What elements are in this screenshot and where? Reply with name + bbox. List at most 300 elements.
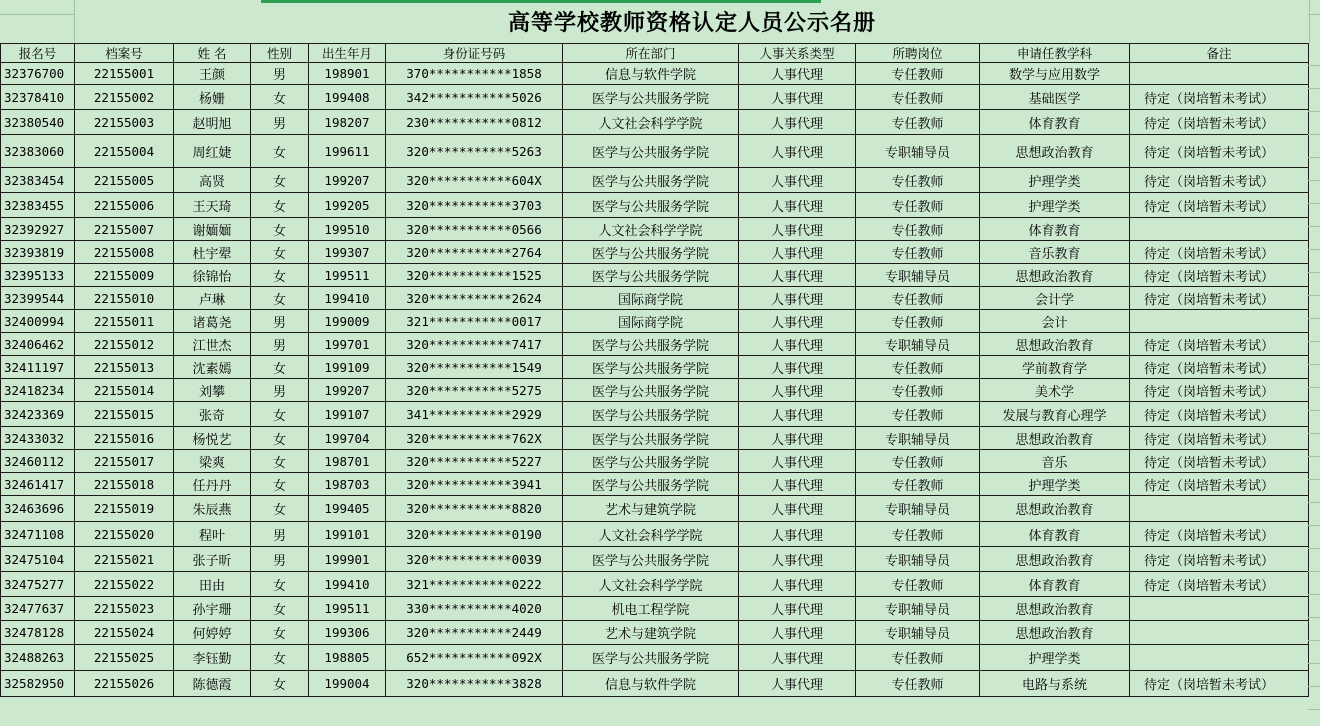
cell-gender[interactable]: 女 — [251, 402, 309, 427]
cell-department[interactable]: 医学与公共服务学院 — [563, 356, 739, 379]
cell-position[interactable]: 专职辅导员 — [856, 264, 980, 287]
cell-birth[interactable]: 199405 — [309, 496, 386, 522]
cell-subject[interactable]: 体育教育 — [980, 572, 1130, 597]
cell-subject[interactable]: 会计学 — [980, 287, 1130, 310]
cell-name[interactable]: 杨姗 — [174, 85, 251, 110]
cell-registration-no[interactable]: 32378410 — [1, 85, 75, 110]
cell-subject[interactable]: 思想政治教育 — [980, 135, 1130, 168]
cell-id-number[interactable]: 342***********5026 — [386, 85, 563, 110]
cell-birth[interactable]: 199510 — [309, 218, 386, 241]
cell-file-no[interactable]: 22155023 — [75, 597, 174, 621]
cell-id-number[interactable]: 320***********3703 — [386, 193, 563, 218]
cell-subject[interactable]: 体育教育 — [980, 110, 1130, 135]
cell-remark[interactable]: 待定（岗培暂未考试） — [1130, 547, 1309, 572]
cell-position[interactable]: 专任教师 — [856, 287, 980, 310]
cell-birth[interactable]: 199004 — [309, 671, 386, 697]
cell-name[interactable]: 张子昕 — [174, 547, 251, 572]
cell-department[interactable]: 医学与公共服务学院 — [563, 264, 739, 287]
cell-file-no[interactable]: 22155017 — [75, 450, 174, 473]
cell-registration-no[interactable]: 32383060 — [1, 135, 75, 168]
cell-id-number[interactable]: 320***********604X — [386, 168, 563, 193]
header-registration-no[interactable]: 报名号 — [1, 44, 75, 63]
cell-gender[interactable]: 男 — [251, 333, 309, 356]
cell-remark[interactable]: 待定（岗培暂未考试） — [1130, 522, 1309, 547]
cell-position[interactable]: 专职辅导员 — [856, 496, 980, 522]
cell-id-number[interactable]: 320***********762X — [386, 427, 563, 450]
cell-registration-no[interactable]: 32395133 — [1, 264, 75, 287]
cell-position[interactable]: 专任教师 — [856, 356, 980, 379]
cell-relation-type[interactable]: 人事代理 — [739, 621, 856, 645]
cell-gender[interactable]: 女 — [251, 450, 309, 473]
cell-remark[interactable]: 待定（岗培暂未考试） — [1130, 193, 1309, 218]
cell-relation-type[interactable]: 人事代理 — [739, 597, 856, 621]
cell-remark[interactable]: 待定（岗培暂未考试） — [1130, 287, 1309, 310]
cell-id-number[interactable]: 652***********092X — [386, 645, 563, 671]
cell-department[interactable]: 医学与公共服务学院 — [563, 193, 739, 218]
cell-relation-type[interactable]: 人事代理 — [739, 63, 856, 85]
cell-birth[interactable]: 198901 — [309, 63, 386, 85]
cell-position[interactable]: 专职辅导员 — [856, 621, 980, 645]
cell-birth[interactable]: 198703 — [309, 473, 386, 496]
cell-subject[interactable]: 基础医学 — [980, 85, 1130, 110]
cell-birth[interactable]: 199207 — [309, 168, 386, 193]
cell-remark[interactable]: 待定（岗培暂未考试） — [1130, 572, 1309, 597]
cell-name[interactable]: 李钰勤 — [174, 645, 251, 671]
cell-name[interactable]: 刘攀 — [174, 379, 251, 402]
cell-id-number[interactable]: 320***********3828 — [386, 671, 563, 697]
cell-name[interactable]: 程叶 — [174, 522, 251, 547]
cell-id-number[interactable]: 320***********1549 — [386, 356, 563, 379]
cell-relation-type[interactable]: 人事代理 — [739, 572, 856, 597]
cell-relation-type[interactable]: 人事代理 — [739, 85, 856, 110]
cell-remark[interactable]: 待定（岗培暂未考试） — [1130, 427, 1309, 450]
cell-file-no[interactable]: 22155006 — [75, 193, 174, 218]
cell-relation-type[interactable]: 人事代理 — [739, 450, 856, 473]
cell-file-no[interactable]: 22155008 — [75, 241, 174, 264]
cell-remark[interactable]: 待定（岗培暂未考试） — [1130, 402, 1309, 427]
cell-subject[interactable]: 护理学类 — [980, 168, 1130, 193]
cell-registration-no[interactable]: 32423369 — [1, 402, 75, 427]
cell-registration-no[interactable]: 32475104 — [1, 547, 75, 572]
cell-subject[interactable]: 体育教育 — [980, 522, 1130, 547]
cell-name[interactable]: 任丹丹 — [174, 473, 251, 496]
cell-department[interactable]: 信息与软件学院 — [563, 63, 739, 85]
cell-gender[interactable]: 女 — [251, 427, 309, 450]
cell-registration-no[interactable]: 32400994 — [1, 310, 75, 333]
cell-gender[interactable]: 男 — [251, 110, 309, 135]
cell-file-no[interactable]: 22155001 — [75, 63, 174, 85]
cell-id-number[interactable]: 320***********2624 — [386, 287, 563, 310]
cell-name[interactable]: 梁爽 — [174, 450, 251, 473]
cell-subject[interactable]: 思想政治教育 — [980, 333, 1130, 356]
cell-gender[interactable]: 男 — [251, 522, 309, 547]
cell-position[interactable]: 专任教师 — [856, 63, 980, 85]
cell-department[interactable]: 艺术与建筑学院 — [563, 621, 739, 645]
header-name[interactable]: 姓 名 — [174, 44, 251, 63]
cell-file-no[interactable]: 22155012 — [75, 333, 174, 356]
cell-remark[interactable]: 待定（岗培暂未考试） — [1130, 264, 1309, 287]
cell-department[interactable]: 医学与公共服务学院 — [563, 135, 739, 168]
cell-birth[interactable]: 199207 — [309, 379, 386, 402]
header-relation-type[interactable]: 人事关系类型 — [739, 44, 856, 63]
cell-file-no[interactable]: 22155026 — [75, 671, 174, 697]
header-remark[interactable]: 备注 — [1130, 44, 1309, 63]
cell-remark[interactable]: 待定（岗培暂未考试） — [1130, 450, 1309, 473]
cell-position[interactable]: 专任教师 — [856, 110, 980, 135]
cell-name[interactable]: 田由 — [174, 572, 251, 597]
cell-department[interactable]: 医学与公共服务学院 — [563, 241, 739, 264]
cell-relation-type[interactable]: 人事代理 — [739, 671, 856, 697]
cell-relation-type[interactable]: 人事代理 — [739, 473, 856, 496]
cell-name[interactable]: 杜宇翚 — [174, 241, 251, 264]
cell-department[interactable]: 医学与公共服务学院 — [563, 645, 739, 671]
cell-department[interactable]: 国际商学院 — [563, 310, 739, 333]
cell-position[interactable]: 专任教师 — [856, 402, 980, 427]
cell-registration-no[interactable]: 32460112 — [1, 450, 75, 473]
header-file-no[interactable]: 档案号 — [75, 44, 174, 63]
cell-name[interactable]: 诸葛尧 — [174, 310, 251, 333]
cell-birth[interactable]: 199408 — [309, 85, 386, 110]
cell-gender[interactable]: 男 — [251, 310, 309, 333]
cell-id-number[interactable]: 320***********0566 — [386, 218, 563, 241]
cell-gender[interactable]: 男 — [251, 547, 309, 572]
cell-id-number[interactable]: 320***********5227 — [386, 450, 563, 473]
cell-name[interactable]: 陈德霞 — [174, 671, 251, 697]
cell-subject[interactable]: 音乐教育 — [980, 241, 1130, 264]
cell-gender[interactable]: 女 — [251, 218, 309, 241]
cell-position[interactable]: 专任教师 — [856, 168, 980, 193]
cell-remark[interactable]: 待定（岗培暂未考试） — [1130, 110, 1309, 135]
cell-subject[interactable]: 电路与系统 — [980, 671, 1130, 697]
cell-subject[interactable]: 护理学类 — [980, 193, 1130, 218]
cell-registration-no[interactable]: 32478128 — [1, 621, 75, 645]
cell-position[interactable]: 专任教师 — [856, 379, 980, 402]
cell-gender[interactable]: 女 — [251, 597, 309, 621]
cell-remark[interactable]: 待定（岗培暂未考试） — [1130, 473, 1309, 496]
cell-subject[interactable]: 会计 — [980, 310, 1130, 333]
cell-relation-type[interactable]: 人事代理 — [739, 356, 856, 379]
cell-subject[interactable]: 体育教育 — [980, 218, 1130, 241]
cell-id-number[interactable]: 370***********1858 — [386, 63, 563, 85]
cell-birth[interactable]: 198805 — [309, 645, 386, 671]
cell-relation-type[interactable]: 人事代理 — [739, 218, 856, 241]
cell-gender[interactable]: 女 — [251, 287, 309, 310]
cell-remark[interactable]: 待定（岗培暂未考试） — [1130, 135, 1309, 168]
cell-position[interactable]: 专职辅导员 — [856, 135, 980, 168]
cell-relation-type[interactable]: 人事代理 — [739, 496, 856, 522]
cell-birth[interactable]: 199410 — [309, 287, 386, 310]
cell-name[interactable]: 沈素嫣 — [174, 356, 251, 379]
cell-id-number[interactable]: 320***********0190 — [386, 522, 563, 547]
cell-relation-type[interactable]: 人事代理 — [739, 427, 856, 450]
cell-remark[interactable]: 待定（岗培暂未考试） — [1130, 356, 1309, 379]
cell-department[interactable]: 人文社会科学学院 — [563, 572, 739, 597]
empty-cell-area[interactable] — [0, 0, 74, 44]
cell-file-no[interactable]: 22155015 — [75, 402, 174, 427]
cell-position[interactable]: 专任教师 — [856, 85, 980, 110]
header-subject[interactable]: 申请任教学科 — [980, 44, 1130, 63]
empty-column-strip[interactable] — [1308, 43, 1320, 726]
cell-remark[interactable]: 待定（岗培暂未考试） — [1130, 671, 1309, 697]
cell-name[interactable]: 周红婕 — [174, 135, 251, 168]
cell-registration-no[interactable]: 32475277 — [1, 572, 75, 597]
cell-id-number[interactable]: 320***********3941 — [386, 473, 563, 496]
cell-gender[interactable]: 女 — [251, 85, 309, 110]
cell-file-no[interactable]: 22155003 — [75, 110, 174, 135]
cell-subject[interactable]: 发展与教育心理学 — [980, 402, 1130, 427]
cell-id-number[interactable]: 320***********5263 — [386, 135, 563, 168]
cell-registration-no[interactable]: 32463696 — [1, 496, 75, 522]
cell-name[interactable]: 张奇 — [174, 402, 251, 427]
cell-file-no[interactable]: 22155016 — [75, 427, 174, 450]
cell-registration-no[interactable]: 32471108 — [1, 522, 75, 547]
cell-id-number[interactable]: 321***********0017 — [386, 310, 563, 333]
cell-relation-type[interactable]: 人事代理 — [739, 402, 856, 427]
cell-position[interactable]: 专任教师 — [856, 671, 980, 697]
cell-registration-no[interactable]: 32582950 — [1, 671, 75, 697]
cell-department[interactable]: 机电工程学院 — [563, 597, 739, 621]
cell-birth[interactable]: 199109 — [309, 356, 386, 379]
cell-registration-no[interactable]: 32376700 — [1, 63, 75, 85]
cell-position[interactable]: 专任教师 — [856, 241, 980, 264]
cell-gender[interactable]: 女 — [251, 193, 309, 218]
cell-subject[interactable]: 思想政治教育 — [980, 264, 1130, 287]
cell-birth[interactable]: 199901 — [309, 547, 386, 572]
cell-registration-no[interactable]: 32418234 — [1, 379, 75, 402]
cell-file-no[interactable]: 22155021 — [75, 547, 174, 572]
cell-gender[interactable]: 女 — [251, 264, 309, 287]
header-department[interactable]: 所在部门 — [563, 44, 739, 63]
cell-file-no[interactable]: 22155020 — [75, 522, 174, 547]
cell-name[interactable]: 何婷婷 — [174, 621, 251, 645]
cell-position[interactable]: 专职辅导员 — [856, 547, 980, 572]
cell-registration-no[interactable]: 32399544 — [1, 287, 75, 310]
cell-registration-no[interactable]: 32411197 — [1, 356, 75, 379]
cell-registration-no[interactable]: 32393819 — [1, 241, 75, 264]
cell-relation-type[interactable]: 人事代理 — [739, 193, 856, 218]
cell-position[interactable]: 专职辅导员 — [856, 333, 980, 356]
cell-remark[interactable]: 待定（岗培暂未考试） — [1130, 85, 1309, 110]
cell-id-number[interactable]: 321***********0222 — [386, 572, 563, 597]
cell-id-number[interactable]: 320***********8820 — [386, 496, 563, 522]
cell-remark[interactable]: 待定（岗培暂未考试） — [1130, 168, 1309, 193]
cell-position[interactable]: 专职辅导员 — [856, 427, 980, 450]
cell-birth[interactable]: 199701 — [309, 333, 386, 356]
cell-registration-no[interactable]: 32461417 — [1, 473, 75, 496]
cell-subject[interactable]: 学前教育学 — [980, 356, 1130, 379]
cell-id-number[interactable]: 320***********5275 — [386, 379, 563, 402]
cell-birth[interactable]: 199107 — [309, 402, 386, 427]
cell-department[interactable]: 医学与公共服务学院 — [563, 333, 739, 356]
cell-relation-type[interactable]: 人事代理 — [739, 379, 856, 402]
cell-remark[interactable]: 待定（岗培暂未考试） — [1130, 379, 1309, 402]
cell-id-number[interactable]: 320***********2764 — [386, 241, 563, 264]
cell-relation-type[interactable]: 人事代理 — [739, 168, 856, 193]
cell-file-no[interactable]: 22155018 — [75, 473, 174, 496]
cell-file-no[interactable]: 22155011 — [75, 310, 174, 333]
cell-department[interactable]: 医学与公共服务学院 — [563, 547, 739, 572]
cell-position[interactable]: 专任教师 — [856, 193, 980, 218]
cell-gender[interactable]: 女 — [251, 168, 309, 193]
cell-department[interactable]: 人文社会科学学院 — [563, 522, 739, 547]
cell-id-number[interactable]: 320***********7417 — [386, 333, 563, 356]
cell-file-no[interactable]: 22155013 — [75, 356, 174, 379]
cell-department[interactable]: 人文社会科学学院 — [563, 218, 739, 241]
cell-remark[interactable] — [1130, 218, 1309, 241]
cell-gender[interactable]: 女 — [251, 241, 309, 264]
cell-department[interactable]: 医学与公共服务学院 — [563, 168, 739, 193]
cell-file-no[interactable]: 22155025 — [75, 645, 174, 671]
cell-subject[interactable]: 思想政治教育 — [980, 597, 1130, 621]
cell-birth[interactable]: 199611 — [309, 135, 386, 168]
cell-file-no[interactable]: 22155004 — [75, 135, 174, 168]
cell-file-no[interactable]: 22155005 — [75, 168, 174, 193]
cell-relation-type[interactable]: 人事代理 — [739, 547, 856, 572]
cell-gender[interactable]: 女 — [251, 135, 309, 168]
cell-department[interactable]: 医学与公共服务学院 — [563, 450, 739, 473]
cell-remark[interactable] — [1130, 645, 1309, 671]
cell-relation-type[interactable]: 人事代理 — [739, 110, 856, 135]
cell-relation-type[interactable]: 人事代理 — [739, 135, 856, 168]
cell-name[interactable]: 王颜 — [174, 63, 251, 85]
cell-department[interactable]: 艺术与建筑学院 — [563, 496, 739, 522]
cell-name[interactable]: 孙宇珊 — [174, 597, 251, 621]
cell-subject[interactable]: 思想政治教育 — [980, 496, 1130, 522]
cell-name[interactable]: 卢琳 — [174, 287, 251, 310]
cell-birth[interactable]: 199511 — [309, 264, 386, 287]
cell-gender[interactable]: 女 — [251, 671, 309, 697]
cell-position[interactable]: 专任教师 — [856, 450, 980, 473]
cell-file-no[interactable]: 22155010 — [75, 287, 174, 310]
cell-id-number[interactable]: 320***********1525 — [386, 264, 563, 287]
cell-id-number[interactable]: 320***********2449 — [386, 621, 563, 645]
cell-gender[interactable]: 女 — [251, 496, 309, 522]
cell-birth[interactable]: 198701 — [309, 450, 386, 473]
cell-name[interactable]: 高贤 — [174, 168, 251, 193]
cell-birth[interactable]: 199511 — [309, 597, 386, 621]
cell-subject[interactable]: 护理学类 — [980, 473, 1130, 496]
cell-file-no[interactable]: 22155007 — [75, 218, 174, 241]
cell-department[interactable]: 医学与公共服务学院 — [563, 473, 739, 496]
cell-file-no[interactable]: 22155009 — [75, 264, 174, 287]
cell-relation-type[interactable]: 人事代理 — [739, 310, 856, 333]
cell-relation-type[interactable]: 人事代理 — [739, 241, 856, 264]
cell-birth[interactable]: 199704 — [309, 427, 386, 450]
empty-row-strip[interactable] — [0, 706, 1320, 726]
cell-registration-no[interactable]: 32477637 — [1, 597, 75, 621]
cell-relation-type[interactable]: 人事代理 — [739, 287, 856, 310]
cell-registration-no[interactable]: 32383454 — [1, 168, 75, 193]
cell-registration-no[interactable]: 32433032 — [1, 427, 75, 450]
cell-gender[interactable]: 女 — [251, 356, 309, 379]
header-birth[interactable]: 出生年月 — [309, 44, 386, 63]
cell-subject[interactable]: 思想政治教育 — [980, 427, 1130, 450]
cell-file-no[interactable]: 22155024 — [75, 621, 174, 645]
cell-id-number[interactable]: 330***********4020 — [386, 597, 563, 621]
cell-registration-no[interactable]: 32392927 — [1, 218, 75, 241]
cell-name[interactable]: 朱辰燕 — [174, 496, 251, 522]
cell-name[interactable]: 杨悦艺 — [174, 427, 251, 450]
cell-registration-no[interactable]: 32383455 — [1, 193, 75, 218]
cell-remark[interactable] — [1130, 597, 1309, 621]
cell-birth[interactable]: 199101 — [309, 522, 386, 547]
cell-file-no[interactable]: 22155022 — [75, 572, 174, 597]
cell-gender[interactable]: 男 — [251, 63, 309, 85]
sheet-title[interactable]: 高等学校教师资格认定人员公示名册 — [74, 0, 1310, 43]
cell-department[interactable]: 国际商学院 — [563, 287, 739, 310]
cell-department[interactable]: 医学与公共服务学院 — [563, 402, 739, 427]
cell-department[interactable]: 医学与公共服务学院 — [563, 427, 739, 450]
cell-birth[interactable]: 199009 — [309, 310, 386, 333]
cell-birth[interactable]: 199410 — [309, 572, 386, 597]
cell-birth[interactable]: 198207 — [309, 110, 386, 135]
cell-file-no[interactable]: 22155014 — [75, 379, 174, 402]
cell-remark[interactable] — [1130, 496, 1309, 522]
cell-id-number[interactable]: 320***********0039 — [386, 547, 563, 572]
cell-gender[interactable]: 女 — [251, 572, 309, 597]
cell-department[interactable]: 信息与软件学院 — [563, 671, 739, 697]
cell-gender[interactable]: 女 — [251, 473, 309, 496]
cell-position[interactable]: 专任教师 — [856, 218, 980, 241]
cell-registration-no[interactable]: 32380540 — [1, 110, 75, 135]
cell-remark[interactable]: 待定（岗培暂未考试） — [1130, 333, 1309, 356]
cell-registration-no[interactable]: 32488263 — [1, 645, 75, 671]
cell-position[interactable]: 专职辅导员 — [856, 597, 980, 621]
cell-name[interactable]: 赵明旭 — [174, 110, 251, 135]
header-gender[interactable]: 性别 — [251, 44, 309, 63]
cell-position[interactable]: 专任教师 — [856, 522, 980, 547]
header-id-number[interactable]: 身份证号码 — [386, 44, 563, 63]
cell-subject[interactable]: 美术学 — [980, 379, 1130, 402]
cell-subject[interactable]: 思想政治教育 — [980, 547, 1130, 572]
cell-birth[interactable]: 199205 — [309, 193, 386, 218]
cell-position[interactable]: 专任教师 — [856, 473, 980, 496]
cell-relation-type[interactable]: 人事代理 — [739, 645, 856, 671]
cell-position[interactable]: 专任教师 — [856, 310, 980, 333]
cell-relation-type[interactable]: 人事代理 — [739, 522, 856, 547]
cell-birth[interactable]: 199306 — [309, 621, 386, 645]
cell-birth[interactable]: 199307 — [309, 241, 386, 264]
cell-relation-type[interactable]: 人事代理 — [739, 333, 856, 356]
cell-department[interactable]: 医学与公共服务学院 — [563, 85, 739, 110]
cell-id-number[interactable]: 341***********2929 — [386, 402, 563, 427]
cell-position[interactable]: 专任教师 — [856, 572, 980, 597]
cell-subject[interactable]: 护理学类 — [980, 645, 1130, 671]
cell-name[interactable]: 徐锦怡 — [174, 264, 251, 287]
cell-remark[interactable]: 待定（岗培暂未考试） — [1130, 241, 1309, 264]
cell-name[interactable]: 王天琦 — [174, 193, 251, 218]
cell-gender[interactable]: 女 — [251, 645, 309, 671]
cell-position[interactable]: 专任教师 — [856, 645, 980, 671]
empty-cell-area[interactable] — [1308, 0, 1320, 43]
cell-gender[interactable]: 女 — [251, 621, 309, 645]
cell-subject[interactable]: 数学与应用数学 — [980, 63, 1130, 85]
cell-name[interactable]: 江世杰 — [174, 333, 251, 356]
cell-subject[interactable]: 音乐 — [980, 450, 1130, 473]
cell-department[interactable]: 人文社会科学学院 — [563, 110, 739, 135]
cell-remark[interactable] — [1130, 63, 1309, 85]
cell-id-number[interactable]: 230***********0812 — [386, 110, 563, 135]
cell-remark[interactable] — [1130, 310, 1309, 333]
cell-subject[interactable]: 思想政治教育 — [980, 621, 1130, 645]
cell-file-no[interactable]: 22155019 — [75, 496, 174, 522]
cell-department[interactable]: 医学与公共服务学院 — [563, 379, 739, 402]
cell-relation-type[interactable]: 人事代理 — [739, 264, 856, 287]
cell-registration-no[interactable]: 32406462 — [1, 333, 75, 356]
cell-gender[interactable]: 男 — [251, 379, 309, 402]
cell-name[interactable]: 谢媔媔 — [174, 218, 251, 241]
cell-remark[interactable] — [1130, 621, 1309, 645]
